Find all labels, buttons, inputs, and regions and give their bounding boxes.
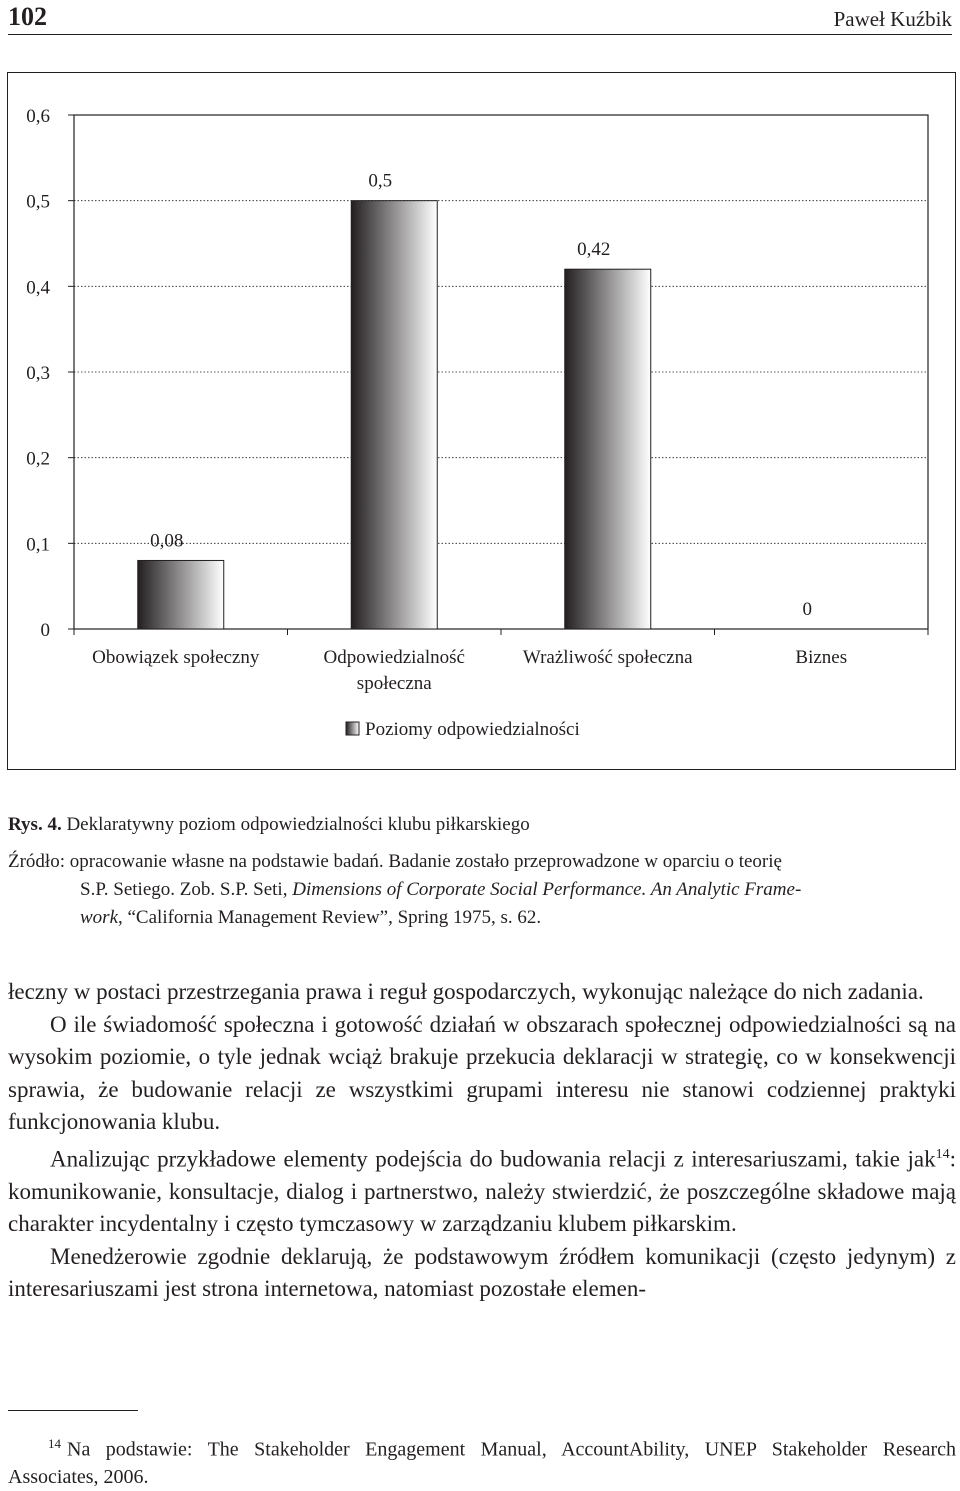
source-line-1: Źródło: opracowanie własne na podstawie badań. Badanie zostało przeprowadzone w oparciu o teorię [8,851,782,872]
paragraph-4: Menedżerowie zgodnie deklarują, że podstawowym źródłem komunikacji (często jedynym) z interesariuszami jest strona internetowa, natomiast pozostałe elemen- [8,1243,956,1302]
figure-caption-text: Deklaratywny poziom odpowiedzialności klubu piłkarskiego [61,814,530,835]
y-tick-label: 0,6 [26,106,50,127]
page-header [8,0,952,35]
source-line-3 [8,904,958,932]
bar [351,201,437,629]
source-line-2 [8,876,958,904]
body-text [8,976,956,1306]
paragraph-3-text-b: : komunikowanie, konsultacje, dialog i partnerstwo, należy stwierdzić, że poszczególne składowe mają charakter incydentalny i często tymczasowy w zarządzaniu klubem piłkarskim. [8,1146,956,1237]
source-ref-authors: S.P. Setiego. Zob. S.P. Seti, [80,879,293,900]
y-tick-label: 0,2 [26,448,50,470]
source-ref-journal: , “California Management Review”, Spring 1975, s. 62. [118,907,542,928]
bar-chart [8,73,955,769]
x-tick-label: Biznes [795,647,848,668]
figure-frame [7,72,956,770]
footnote-14 [8,1430,956,1491]
footnote-number: 14 [48,1436,61,1451]
paragraph-1: łeczny w postaci przestrzegania prawa i reguł gospodarczych, wykonując należące do nich zadania. [8,979,924,1004]
running-head-author: Paweł Kuźbik [833,7,952,31]
footnote-ref-14: 14 [935,1146,950,1162]
y-tick-label: 0 [40,620,50,641]
y-tick-label: 0,4 [26,277,50,299]
data-label: 0,42 [577,239,611,261]
paragraph-2: O ile świadomość społeczna i gotowość działań w obszarach społecznej odpowiedzialności są na wysokim poziomie, o tyle jednak wciąż brakuje przekucia deklaracji w strategię, co w konsekwencji sprawia, że budowanie relacji ze wszystkimi grupami interesu nie stanowi codziennej praktyki funkcjonowania klubu. [8,1011,956,1134]
figure-caption [8,814,530,836]
data-label: 0,5 [368,170,393,192]
x-tick-label: społeczna [356,673,432,694]
legend-label: Poziomy odpowiedzialności [365,719,580,740]
page-number: 102 [8,2,47,31]
x-tick-label: Obowiązek społeczny [92,647,260,668]
bar [138,560,224,629]
footnote-text: Na podstawie: The Stakeholder Engagement Manual, AccountAbility, UNEP Stakeholder Research Associates, 2006. [8,1438,956,1488]
data-label: 0,08 [150,530,184,552]
legend-swatch [346,722,359,735]
source-ref-title-end: work [80,907,118,928]
figure-label: Rys. 4. [8,814,62,835]
footnote-separator [8,1410,138,1411]
paragraph-3 [8,1139,956,1241]
paragraph-3-text-a: Analizując przykładowe elementy podejścia do budowania relacji z interesariuszami, takie jak [50,1146,936,1172]
source-ref-title: Dimensions of Corporate Social Performance. An Analytic Frame- [292,879,802,900]
x-tick-label: Odpowiedzialność [323,647,465,668]
x-tick-label: Wrażliwość społeczna [522,647,693,668]
y-tick-label: 0,1 [26,534,50,556]
bar [565,269,651,629]
figure-source [8,848,958,932]
y-tick-label: 0,3 [26,363,50,384]
y-tick-label: 0,5 [26,191,50,213]
data-label: 0 [802,599,812,620]
